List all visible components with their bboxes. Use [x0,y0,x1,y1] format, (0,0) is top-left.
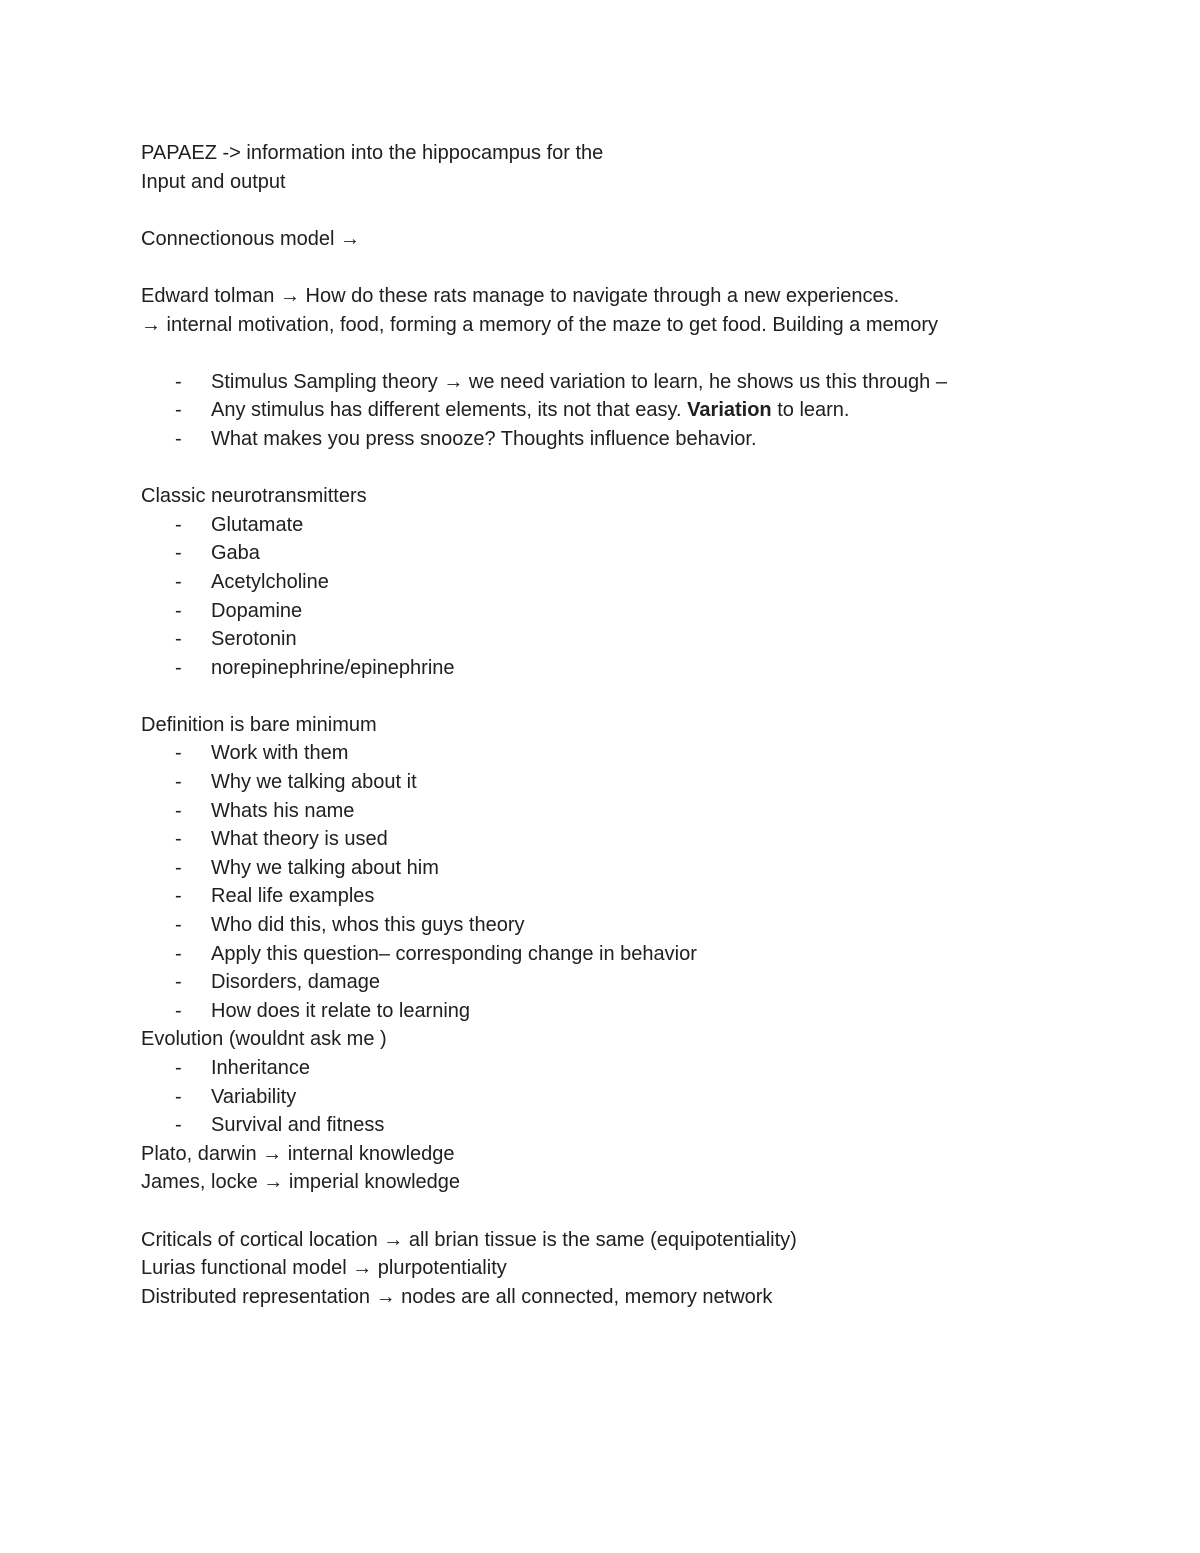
list-dash: - [175,742,182,765]
evolution-list [141,1054,1101,1140]
tolman-line-2: → internal motivation, food, forming a memory of the maze to get food. Building a memory [141,313,939,336]
list-item [141,997,1101,1026]
tolman-line-1: Edward tolman → How do these rats manage to navigate through a new experiences. [141,284,900,307]
list-item [141,768,1101,797]
list-item-text: Who did this, whos this guys theory [211,914,525,937]
list-item [141,597,1101,626]
list-item [141,568,1101,597]
list-item [141,368,1101,397]
list-item [141,739,1101,768]
list-item-text: Any stimulus has different elements, its not that easy. [211,399,688,422]
list-dash: - [175,1114,182,1137]
blank-line [141,339,1101,368]
neurotransmitters-heading: Classic neurotransmitters [141,485,367,508]
variation-bold-text: Variation [687,399,772,422]
list-item-text: Serotonin [211,628,297,651]
cortical-line-3: Distributed representation → nodes are all connected, memory network [141,1285,773,1308]
list-dash: - [175,856,182,879]
list-item [141,1111,1101,1140]
list-dash: - [175,771,182,794]
list-item [141,940,1101,969]
list-item-text: What makes you press snooze? Thoughts influence behavior. [211,427,757,450]
list-item-text: Inheritance [211,1057,310,1079]
list-dash: - [175,570,182,593]
list-item-text: Disorders, damage [211,971,380,994]
list-dash: - [175,399,182,422]
blank-line [141,196,1101,225]
list-item-text: Gaba [211,542,260,565]
list-dash: - [175,971,182,994]
list-dash: - [175,513,182,536]
list-item-text: Real life examples [211,885,375,908]
list-item-text: Work with them [211,742,349,765]
list-item-text: Variability [211,1085,297,1108]
knowledge-line-1: Plato, darwin → internal knowledge [141,1142,455,1165]
intro-line-1: PAPAEZ -> information into the hippocampus for the [141,142,604,164]
list-item [141,625,1101,654]
blank-line [141,1197,1101,1226]
cortical-line-2: Lurias functional model → plurpotentiality [141,1257,507,1280]
list-item-text: Apply this question– corresponding change in behavior [211,942,697,965]
list-item-text: to learn. [771,399,850,422]
list-item-text: Dopamine [211,599,303,622]
list-item [141,425,1101,454]
list-item-text: Acetylcholine [211,570,329,593]
list-dash: - [175,427,182,450]
list-dash: - [175,999,182,1022]
list-item-text: Survival and fitness [211,1114,385,1137]
blank-line [141,682,1101,711]
list-dash: - [175,914,182,937]
list-dash: - [175,628,182,651]
list-item [141,511,1101,540]
list-item-text: Stimulus Sampling theory → we need variation to learn, he shows us this through – [211,370,947,393]
list-item-text: What theory is used [211,828,388,851]
list-dash: - [175,542,182,565]
evolution-heading: Evolution (wouldnt ask me ) [141,1028,387,1051]
list-dash: - [175,828,182,851]
connectionist-model-line: Connectionous model → [141,227,361,250]
neurotransmitters-list [141,511,1101,683]
intro-line-2: Input and output [141,170,286,193]
list-dash: - [175,370,182,393]
document-page [141,139,1101,1311]
list-dash: - [175,1085,182,1108]
list-dash: - [175,799,182,822]
list-item [141,1054,1101,1083]
list-dash: - [175,885,182,908]
definition-heading: Definition is bare minimum [141,713,377,736]
list-dash: - [175,1057,182,1079]
list-item [141,854,1101,883]
list-item-text: norepinephrine/epinephrine [211,656,455,679]
list-item [141,539,1101,568]
cortical-line-1: Criticals of cortical location → all brian tissue is the same (equipotentiality) [141,1228,797,1251]
list-item [141,396,1101,425]
list-item [141,654,1101,683]
list-item [141,968,1101,997]
list-dash: - [175,599,182,622]
list-item-text: Whats his name [211,799,355,822]
list-item-text: How does it relate to learning [211,999,471,1022]
list-item-text: Why we talking about him [211,856,439,879]
list-item [141,911,1101,940]
list-item [141,882,1101,911]
definition-list [141,739,1101,1025]
list-item-text: Why we talking about it [211,771,417,794]
list-item [141,797,1101,826]
list-item-text: Glutamate [211,513,304,536]
list-item [141,1083,1101,1112]
blank-line [141,253,1101,282]
blank-line [141,454,1101,483]
knowledge-line-2: James, locke → imperial knowledge [141,1171,461,1194]
stimulus-sampling-list [141,368,1101,454]
list-dash: - [175,942,182,965]
list-item [141,825,1101,854]
list-dash: - [175,656,182,679]
